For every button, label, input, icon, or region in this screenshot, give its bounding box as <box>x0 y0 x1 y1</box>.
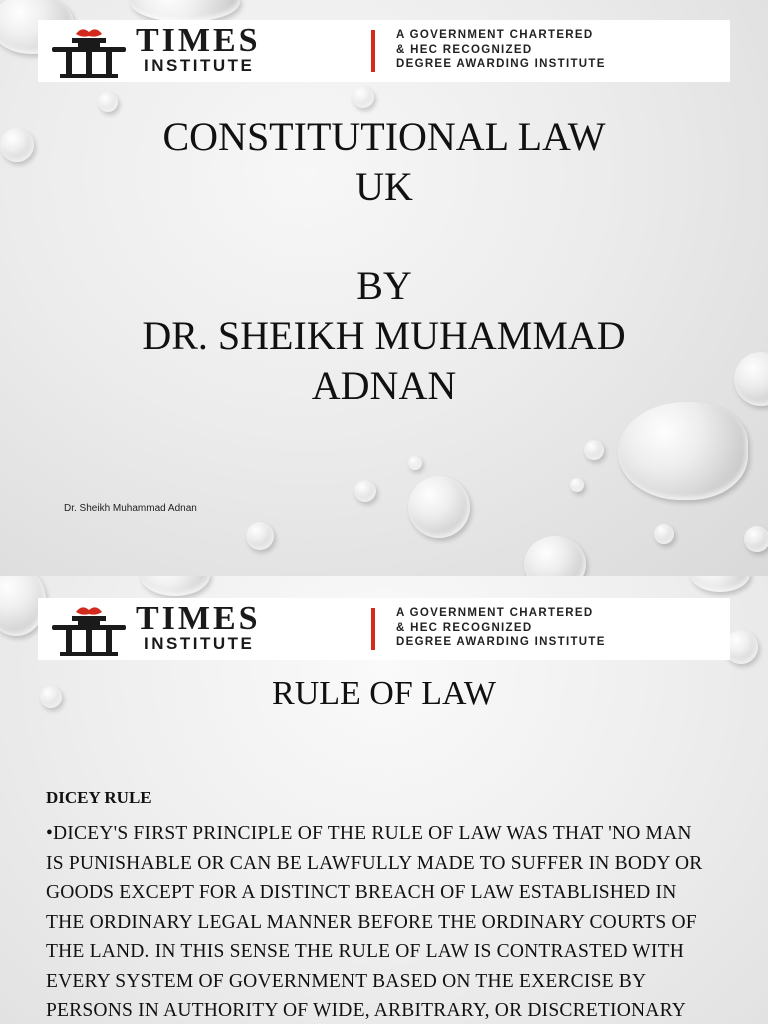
body-line: •DICEY'S FIRST PRINCIPLE OF THE RULE OF LAW WAS THAT 'NO MAN <box>46 823 692 844</box>
title-line: UK <box>355 164 413 209</box>
institute-banner <box>38 20 730 82</box>
author-line: DR. SHEIKH MUHAMMAD <box>142 313 626 358</box>
author-line: ADNAN <box>311 363 457 408</box>
brand-name: TIMES <box>136 600 261 637</box>
tagline-line: & HEC RECOGNIZED <box>396 43 533 56</box>
tagline-line: DEGREE AWARDING INSTITUTE <box>396 636 606 648</box>
torch-pillar-logo-icon <box>46 26 132 80</box>
water-drop-icon <box>246 522 274 550</box>
slide-title: RULE OF LAW <box>272 675 496 712</box>
water-drop-icon <box>618 402 748 500</box>
institute-banner <box>38 598 730 660</box>
tagline-line: A GOVERNMENT CHARTERED <box>396 607 594 619</box>
body-line: GOODS EXCEPT FOR A DISTINCT BREACH OF LAW ESTABLISHED IN <box>46 882 677 903</box>
water-drop-icon <box>354 480 376 502</box>
water-drop-icon <box>570 478 584 492</box>
title-line: CONSTITUTIONAL LAW <box>162 114 606 159</box>
banner-tagline <box>396 606 606 650</box>
content-slide <box>0 576 768 1024</box>
water-drop-icon <box>98 92 118 112</box>
tagline-line: A GOVERNMENT CHARTERED <box>396 29 594 41</box>
banner-tagline <box>396 28 606 72</box>
water-drop-icon <box>140 576 210 596</box>
banner-divider <box>371 30 375 72</box>
body-line: THE ORDINARY LEGAL MANNER BEFORE THE ORDINARY COURTS OF <box>46 911 697 933</box>
body-line: IS PUNISHABLE OR CAN BE LAWFULLY MADE TO SUFFER IN BODY OR <box>46 852 703 874</box>
body-line: EVERY SYSTEM OF GOVERNMENT BASED ON THE EXERCISE BY <box>46 970 647 992</box>
brand-subtitle: INSTITUTE <box>144 634 255 653</box>
water-drop-icon <box>584 440 604 460</box>
water-drop-icon <box>690 576 750 592</box>
tagline-line: & HEC RECOGNIZED <box>396 621 533 634</box>
water-drop-icon <box>408 456 422 470</box>
banner-divider <box>371 608 375 650</box>
water-drop-icon <box>654 524 674 544</box>
body-line: PERSONS IN AUTHORITY OF WIDE, ARBITRARY, OR DISCRETIONARY <box>46 1000 686 1021</box>
water-drop-icon <box>130 0 240 22</box>
author-line: BY <box>356 263 412 308</box>
brand-subtitle: INSTITUTE <box>144 56 255 75</box>
water-drop-icon <box>352 86 374 108</box>
water-drop-icon <box>408 476 470 538</box>
torch-pillar-logo-icon <box>46 604 132 658</box>
slide-footer: Dr. Sheikh Muhammad Adnan <box>64 503 197 514</box>
slide-title <box>0 112 768 411</box>
body-line: THE LAND. IN THIS SENSE THE RULE OF LAW IS CONTRASTED WITH <box>46 941 684 962</box>
body-text <box>46 819 736 1024</box>
water-drop-icon <box>744 526 768 552</box>
subheading: DICEY RULE <box>46 788 152 807</box>
brand-name: TIMES <box>136 22 261 59</box>
water-drop-icon <box>524 536 586 576</box>
tagline-line: DEGREE AWARDING INSTITUTE <box>396 58 606 70</box>
